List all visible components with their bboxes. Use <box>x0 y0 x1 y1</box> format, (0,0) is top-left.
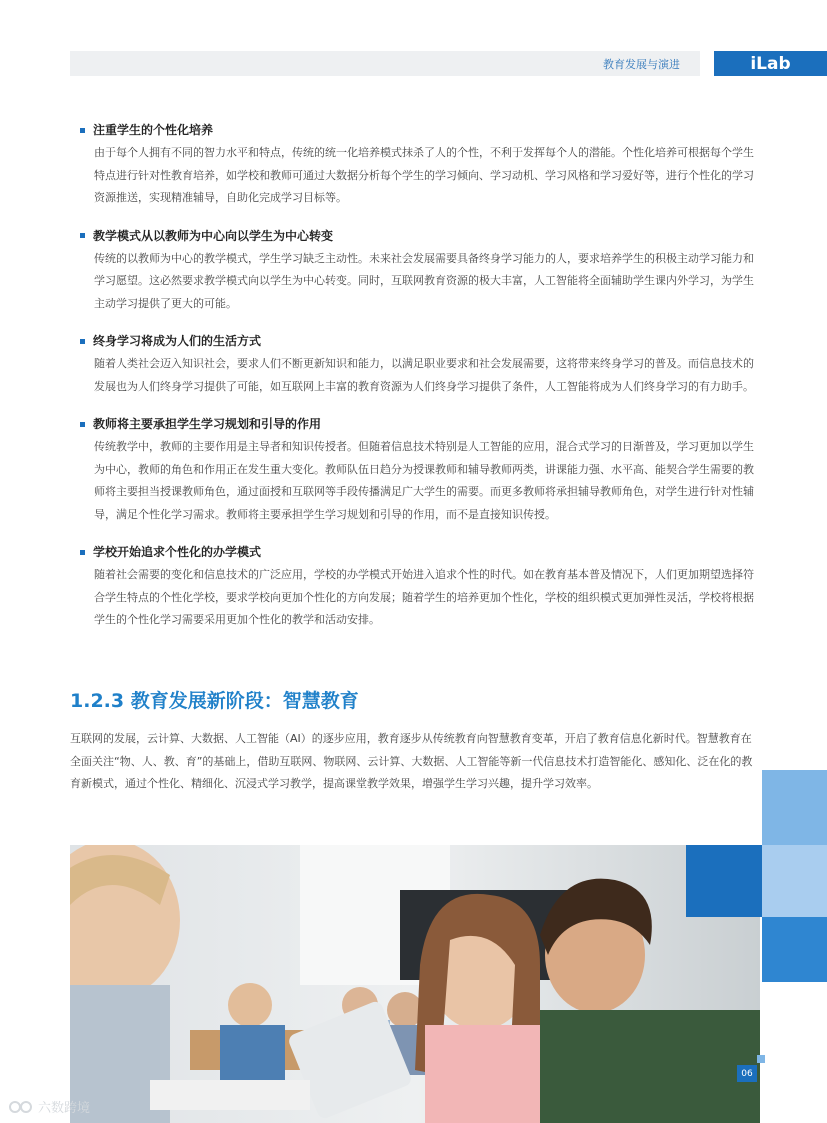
chapter-heading: 1.2.3 教育发展新阶段：智慧教育 <box>70 690 359 712</box>
section-heading-text: 终身学习将成为人们的生活方式 <box>93 334 262 348</box>
header-title: 教育发展与演进 <box>603 58 680 71</box>
section-heading-text: 教学模式从以教师为中心向以学生为中心转变 <box>93 228 334 243</box>
watermark <box>8 1097 90 1116</box>
decor-square-dark <box>686 845 762 917</box>
section-heading <box>80 542 760 562</box>
square-bullet-icon <box>80 128 85 133</box>
section-school-model <box>80 542 760 632</box>
classroom-photo <box>70 845 760 1123</box>
section-heading-text: 学校开始追求个性化的办学模式 <box>93 545 262 559</box>
section-body: 传统教学中，教师的主要作用是主导者和知识传授者。但随着信息技术特别是人工智能的应用，混合式学习的日渐普及，学习更加以学生为中心，教师的角色和作用正在发生重大变化。教师队伍日趋分为授课教师和辅导教师两类，讲课能力强、水平高、能契合学生需要的教师将主要担当授课教师角色，通过面授和互联网等手段传播满足广大学生的需要。而更多教师将承担辅导教师角色，对学生进行针对性辅导，满足个性化学习需求。教师将主要承担学生学习规划和引导的作用，而不是直接知识传授。 <box>94 440 754 521</box>
decor-square-light <box>762 770 827 845</box>
square-bullet-icon <box>80 339 85 344</box>
section-body: 由于每个人拥有不同的智力水平和特点，传统的统一化培养模式抹杀了人的个性，不利于发挥每个人的潜能。个性化培养可根据每个学生特点进行针对性教育培养，如学校和教师可通过大数据分析每个学生的学习倾向、学习动机、学习风格和学习爱好等，进行个性化的学习资源推送，实现精准辅导，自助化完成学习目标等。 <box>94 146 754 204</box>
square-bullet-icon <box>80 422 85 427</box>
bullet-sections <box>80 120 760 648</box>
decor-square-small <box>757 1055 765 1063</box>
page-number: 06 <box>737 1065 757 1082</box>
section-personalized-training <box>80 120 760 210</box>
watermark-logo-icon <box>8 1100 34 1114</box>
section-heading <box>80 331 760 351</box>
section-heading <box>80 120 760 140</box>
classroom-photo-illustration <box>70 845 760 1123</box>
watermark-text: 六数跨境 <box>38 1101 91 1116</box>
section-student-centered <box>80 226 760 316</box>
header-bar <box>70 51 700 76</box>
section-body: 随着人类社会迈入知识社会，要求人们不断更新知识和能力，以满足职业要求和社会发展需要，这将带来终身学习的普及。而信息技术的发展也为人们终身学习提供了可能，如互联网上丰富的教育资源为人们终身学习提供了条件，人工智能将成为人们终身学习的有力助手。 <box>94 357 754 393</box>
section-lifelong-learning <box>80 331 760 398</box>
decor-square-medium <box>762 917 827 982</box>
section-heading <box>80 226 760 246</box>
square-bullet-icon <box>80 233 85 238</box>
square-bullet-icon <box>80 550 85 555</box>
section-body: 传统的以教师为中心的教学模式，学生学习缺乏主动性。未来社会发展需要具备终身学习能力的人，要求培养学生的积极主动学习能力和学习愿望。这必然要求教学模式向以学生为中心转变。同时，互联网教育资源的极大丰富，人工智能将全面辅助学生课内外学习，为学生主动学习提供了更大的可能。 <box>94 251 754 310</box>
section-heading-text: 注重学生的个性化培养 <box>93 123 214 137</box>
chapter-intro: 互联网的发展，云计算、大数据、人工智能（AI）的逐步应用，教育逐步从传统教育向智慧教育变革，开启了教育信息化新时代。智慧教育在全面关注“物、人、教、育”的基础上，借助互联网、物联网、云计算、大数据、人工智能等新一代信息技术打造智能化、感知化、泛在化的教育新模式，通过个性化、精细化、沉浸式学习教学，提高课堂教学效果，增强学生学习兴趣，提升学习效率。 <box>70 732 753 790</box>
section-heading-text: 教师将主要承担学生学习规划和引导的作用 <box>93 417 322 431</box>
section-body: 随着社会需要的变化和信息技术的广泛应用，学校的办学模式开始进入追求个性的时代。如在教育基本普及情况下，人们更加期望选择符合学生特点的个性化学校，要求学校向更加个性化的方向发展；随着学生的培养更加个性化，学校的组织模式更加弹性灵活，学校将根据学生的个性化学习需要采用更加个性化的教学和活动安排。 <box>94 568 754 626</box>
section-teacher-role <box>80 414 760 526</box>
decor-square-pale <box>762 845 827 917</box>
section-heading <box>80 414 760 434</box>
ilab-logo: iLab <box>714 51 827 76</box>
